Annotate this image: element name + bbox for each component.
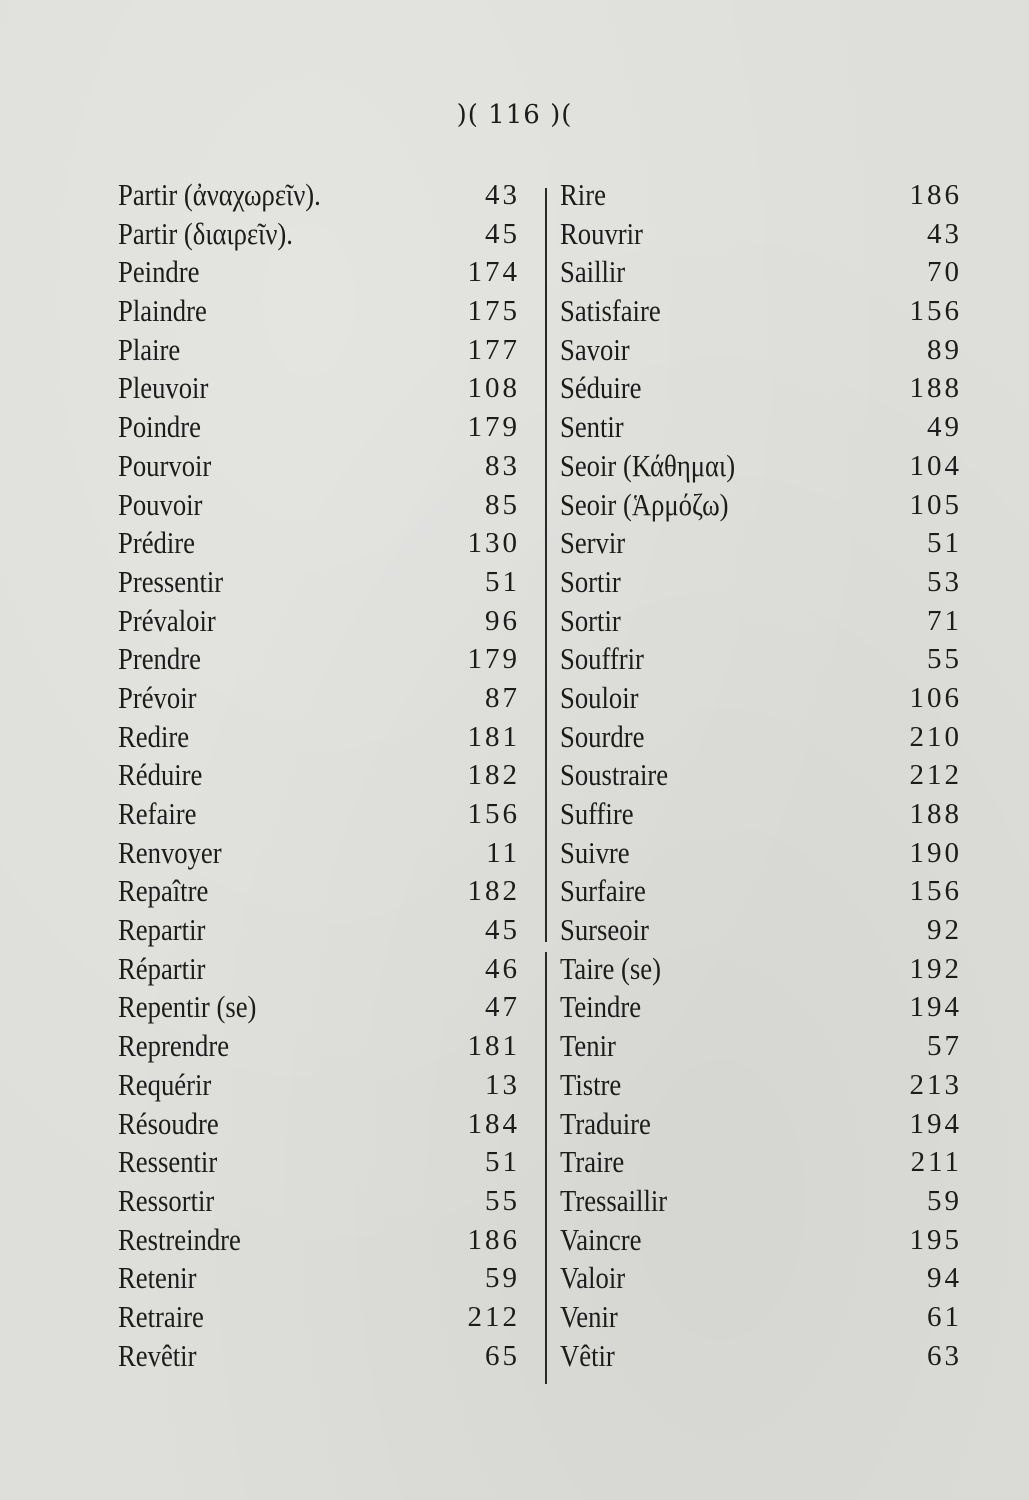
entry-page-number: 194 (909, 1107, 962, 1140)
entry-page-number: 51 (485, 565, 520, 598)
entry-page-number: 188 (909, 798, 962, 830)
entry-page-number: 174 (467, 256, 520, 289)
index-entry (560, 524, 962, 563)
entry-page-number: 179 (467, 643, 520, 676)
entry-term: Prendre (118, 641, 201, 677)
entry-page-number: 130 (467, 527, 520, 560)
entry-page-number: 45 (485, 217, 520, 250)
entry-term: Partir (ἀναχωρεῖν). (118, 177, 321, 212)
entry-term: Pleuvoir (118, 370, 209, 406)
entry-term: Teindre (560, 989, 642, 1025)
entry-page-number: 181 (467, 720, 520, 753)
index-entry (560, 872, 962, 911)
index-entry (560, 447, 962, 486)
entry-term: Suffire (560, 796, 634, 831)
entry-term: Reprendre (118, 1028, 230, 1064)
entry-term: Satisfaire (560, 293, 661, 329)
index-entry (118, 1027, 520, 1066)
index-entry (118, 369, 520, 408)
entry-term: Tenir (560, 1028, 616, 1064)
index-entry (118, 331, 520, 370)
index-entry (560, 408, 962, 447)
index-entry (118, 756, 520, 795)
entry-page-number: 182 (467, 759, 520, 792)
index-entry (560, 950, 962, 989)
entry-term: Retenir (118, 1260, 197, 1296)
entry-page-number: 182 (467, 875, 520, 908)
entry-page-number: 51 (927, 527, 962, 560)
entry-term: Traduire (560, 1105, 651, 1141)
index-entry (118, 1259, 520, 1298)
index-entry (118, 1066, 520, 1105)
entry-page-number: 186 (467, 1223, 520, 1256)
index-entry (118, 1143, 520, 1182)
entry-page-number: 85 (485, 488, 520, 521)
entry-term: Ressortir (118, 1182, 215, 1218)
entry-term: Requérir (118, 1066, 212, 1102)
entry-term: Valoir (560, 1260, 626, 1296)
index-entry (118, 911, 520, 950)
index-entry (560, 679, 962, 718)
index-entry (560, 795, 962, 834)
index-entry (118, 1105, 520, 1144)
entry-term: Plaindre (118, 293, 207, 329)
index-entry (560, 1143, 962, 1182)
entry-page-number: 43 (927, 217, 962, 250)
entry-page-number: 59 (927, 1184, 962, 1217)
entry-term: Prévaloir (118, 602, 216, 638)
entry-term: Retraire (118, 1298, 204, 1334)
entry-term: Venir (560, 1298, 618, 1334)
index-entry (118, 563, 520, 602)
entry-term: Résoudre (118, 1105, 219, 1141)
entry-term: Surfaire (560, 873, 646, 909)
index-entry (560, 1182, 962, 1221)
index-entry (560, 486, 962, 525)
entry-page-number: 105 (909, 488, 962, 521)
index-entry (560, 1027, 962, 1066)
index-entry (118, 292, 520, 331)
entry-page-number: 43 (485, 179, 520, 211)
index-entry (118, 795, 520, 834)
index-entry (118, 215, 520, 254)
entry-page-number: 57 (927, 1030, 962, 1063)
entry-term: Suivre (560, 834, 630, 870)
entry-page-number: 94 (927, 1262, 962, 1295)
index-entry (560, 292, 962, 331)
entry-term: Refaire (118, 796, 197, 831)
entry-term: Ressentir (118, 1144, 218, 1180)
entry-term: Sentir (560, 409, 624, 445)
entry-term: Vêtir (560, 1337, 615, 1373)
entry-page-number: 71 (927, 604, 962, 637)
entry-term: Sourdre (560, 718, 645, 754)
entry-term: Vaincre (560, 1221, 642, 1257)
entry-term: Servir (560, 525, 626, 561)
entry-term: Saillir (560, 254, 626, 290)
column-divider-top (545, 188, 547, 942)
entry-page-number: 212 (467, 1300, 520, 1333)
index-entry (118, 872, 520, 911)
entry-page-number: 194 (909, 991, 962, 1024)
entry-page-number: 177 (467, 333, 520, 366)
entry-term: Rouvrir (560, 215, 643, 251)
index-entry (560, 1066, 962, 1105)
entry-page-number: 87 (485, 681, 520, 714)
entry-term: Redire (118, 718, 190, 754)
index-entry (560, 1105, 962, 1144)
entry-page-number: 55 (485, 1184, 520, 1217)
entry-page-number: 59 (485, 1262, 520, 1295)
entry-term: Répartir (118, 950, 206, 986)
entry-term: Peindre (118, 254, 200, 290)
index-entry (560, 640, 962, 679)
entry-page-number: 63 (927, 1339, 962, 1372)
entry-page-number: 181 (467, 1030, 520, 1063)
entry-page-number: 92 (927, 914, 962, 947)
index-column-right (560, 176, 962, 1375)
index-entry (118, 1221, 520, 1260)
entry-page-number: 106 (909, 681, 962, 714)
index-entry (560, 563, 962, 602)
entry-page-number: 195 (909, 1223, 962, 1256)
index-entry (560, 176, 962, 215)
index-entry (560, 911, 962, 950)
entry-page-number: 156 (909, 295, 962, 328)
entry-term: Surseoir (560, 912, 649, 948)
entry-page-number: 47 (485, 991, 520, 1024)
entry-page-number: 104 (909, 449, 962, 482)
entry-term: Séduire (560, 370, 642, 406)
entry-term: Prévoir (118, 679, 197, 715)
index-entry (560, 1298, 962, 1337)
entry-term: Savoir (560, 331, 630, 367)
index-entry (560, 988, 962, 1027)
entry-page-number: 96 (485, 604, 520, 637)
index-entry (118, 524, 520, 563)
entry-term: Restreindre (118, 1221, 241, 1257)
entry-term: Soustraire (560, 757, 669, 793)
entry-term: Souffrir (560, 641, 644, 677)
entry-term: Revêtir (118, 1337, 197, 1373)
entry-page-number: 83 (485, 449, 520, 482)
index-entry (560, 1259, 962, 1298)
index-entry (118, 950, 520, 989)
entry-page-number: 49 (927, 411, 962, 444)
index-column-left (118, 176, 520, 1375)
entry-term: Seoir (Κάθημαι) (560, 447, 736, 483)
entry-term: Pouvoir (118, 486, 203, 522)
entry-term: Renvoyer (118, 834, 222, 870)
index-entry (118, 253, 520, 292)
entry-term: Plaire (118, 331, 181, 367)
entry-page-number: 61 (927, 1300, 962, 1333)
entry-term: Réduire (118, 757, 203, 793)
entry-page-number: 186 (909, 179, 962, 211)
entry-page-number: 51 (485, 1146, 520, 1179)
index-entry (560, 756, 962, 795)
entry-page-number: 46 (485, 952, 520, 985)
index-entry (560, 253, 962, 292)
entry-page-number: 89 (927, 333, 962, 366)
entry-term: Prédire (118, 525, 195, 561)
entry-page-number: 156 (467, 798, 520, 830)
entry-page-number: 212 (909, 759, 962, 792)
entry-term: Rire (560, 177, 606, 212)
index-entry (118, 834, 520, 873)
entry-term: Sortir (560, 602, 621, 638)
entry-term: Repartir (118, 912, 206, 948)
entry-term: Souloir (560, 679, 639, 715)
entry-page-number: 108 (467, 372, 520, 405)
entry-page-number: 156 (909, 875, 962, 908)
entry-page-number: 53 (927, 565, 962, 598)
entry-term: Pourvoir (118, 447, 212, 483)
entry-page-number: 192 (909, 952, 962, 985)
entry-term: Taire (se) (560, 950, 662, 986)
index-entry (560, 718, 962, 757)
index-entry (560, 1337, 962, 1376)
index-entry (560, 369, 962, 408)
index-entry (560, 834, 962, 873)
page-number: )( 116 )( (456, 100, 573, 130)
entry-page-number: 190 (909, 836, 962, 869)
entry-page-number: 211 (910, 1146, 962, 1179)
index-entry (560, 1221, 962, 1260)
index-entry (118, 408, 520, 447)
index-entry (560, 331, 962, 370)
entry-term: Repentir (se) (118, 989, 257, 1025)
entry-term: Seoir (Ἁρμόζω) (560, 486, 729, 522)
entry-term: Sortir (560, 563, 621, 599)
entry-page-number: 213 (909, 1068, 962, 1101)
entry-term: Tressaillir (560, 1182, 668, 1218)
entry-page-number: 11 (486, 836, 520, 869)
column-divider-bottom (545, 952, 547, 1384)
entry-term: Pressentir (118, 563, 224, 599)
entry-page-number: 210 (909, 720, 962, 753)
index-entry (560, 602, 962, 641)
index-entry (560, 215, 962, 254)
index-entry (118, 486, 520, 525)
entry-page-number: 184 (467, 1107, 520, 1140)
index-entry (118, 1298, 520, 1337)
entry-term: Tistre (560, 1066, 622, 1102)
entry-page-number: 13 (485, 1068, 520, 1101)
entry-page-number: 45 (485, 914, 520, 947)
index-entry (118, 1182, 520, 1221)
entry-term: Repaître (118, 873, 209, 909)
entry-page-number: 65 (485, 1339, 520, 1372)
entry-term: Partir (διαιρεῖν). (118, 215, 293, 251)
index-entry (118, 176, 520, 215)
entry-page-number: 55 (927, 643, 962, 676)
index-entry (118, 718, 520, 757)
index-entry (118, 640, 520, 679)
index-entry (118, 679, 520, 718)
entry-term: Traire (560, 1144, 625, 1180)
index-entry (118, 1337, 520, 1376)
index-entry (118, 988, 520, 1027)
entry-term: Poindre (118, 409, 201, 445)
index-entry (118, 447, 520, 486)
index-entry (118, 602, 520, 641)
entry-page-number: 70 (927, 256, 962, 289)
entry-page-number: 175 (467, 295, 520, 328)
entry-page-number: 188 (909, 372, 962, 405)
entry-page-number: 179 (467, 411, 520, 444)
